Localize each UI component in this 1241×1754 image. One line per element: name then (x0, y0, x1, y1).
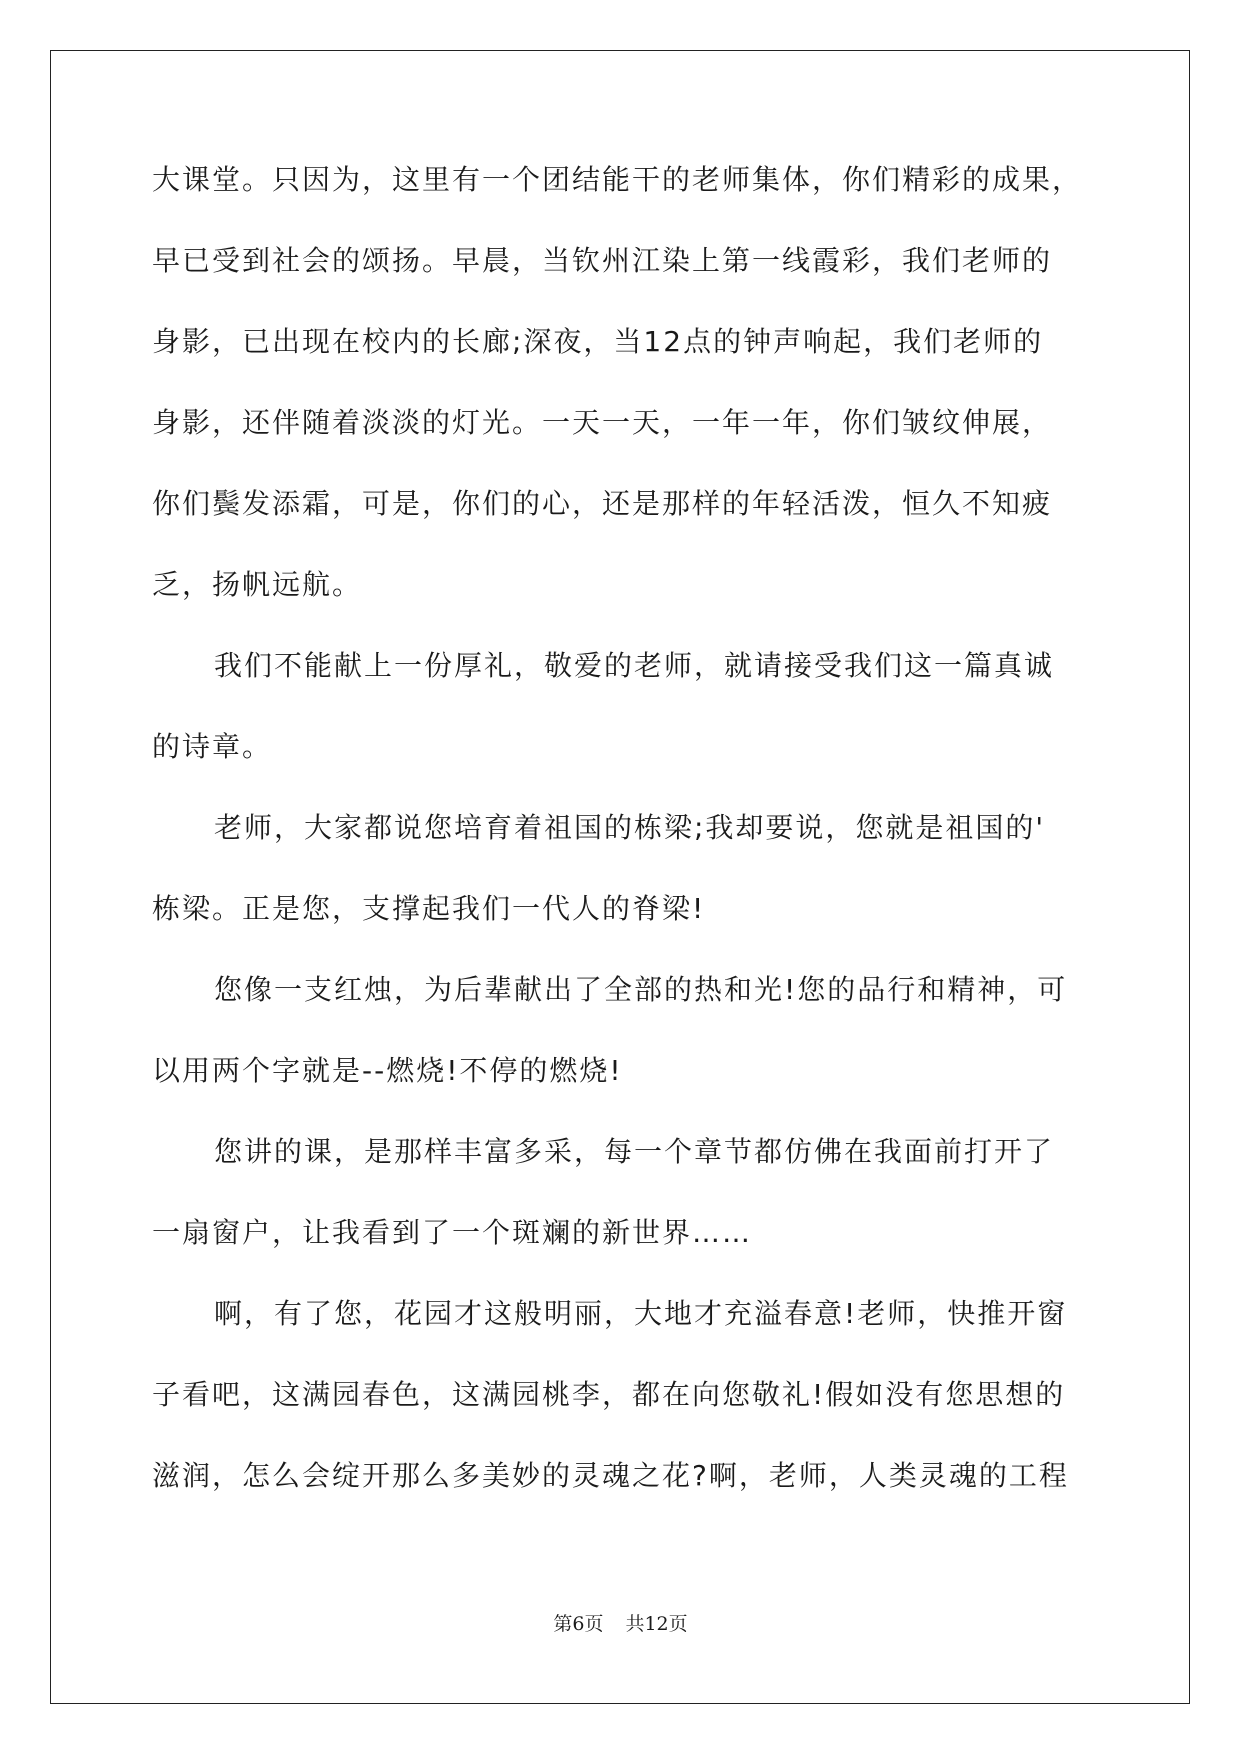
text-line: 您讲的课，是那样丰富多采，每一个章节都仿佛在我面前打开了 (214, 1135, 1055, 1168)
text-line: 你们鬓发添霜，可是，你们的心，还是那样的年轻活泼，恒久不知疲 (152, 487, 1053, 520)
text-line: 啊，有了您，花园才这般明丽，大地才充溢春意!老师，快推开窗 (214, 1297, 1068, 1330)
text-line: 子看吧，这满园春色，这满园桃李，都在向您敬礼!假如没有您思想的 (152, 1378, 1066, 1411)
text-line: 早已受到社会的颂扬。早晨，当钦州江染上第一线霞彩，我们老师的 (152, 244, 1053, 277)
page-footer (0, 1609, 1241, 1636)
text-line: 老师，大家都说您培育着祖国的栋梁;我却要说，您就是祖国的' (214, 811, 1046, 844)
text-line: 以用两个字就是--燃烧!不停的燃烧! (152, 1054, 623, 1087)
text-line: 栋梁。正是您，支撑起我们一代人的脊梁! (152, 892, 706, 925)
text-line: 我们不能献上一份厚礼，敬爱的老师，就请接受我们这一篇真诚 (214, 649, 1055, 682)
text-line: 滋润，怎么会绽开那么多美妙的灵魂之花?啊，老师，人类灵魂的工程 (152, 1459, 1069, 1492)
text-line: 一扇窗户，让我看到了一个斑斓的新世界…… (152, 1216, 753, 1249)
text-line: 身影，还伴随着淡淡的灯光。一天一天，一年一年，你们皱纹伸展， (152, 406, 1053, 439)
text-line: 身影，已出现在校内的长廊;深夜，当12点的钟声响起，我们老师的 (152, 325, 1044, 358)
text-line: 大课堂。只因为，这里有一个团结能干的老师集体，你们精彩的成果， (152, 163, 1083, 196)
text-line: 乏，扬帆远航。 (152, 568, 363, 601)
text-line: 的诗章。 (152, 730, 273, 763)
page-number: 第6页 (553, 1613, 604, 1635)
total-pages: 共12页 (625, 1613, 688, 1635)
text-line: 您像一支红烛，为后辈献出了全部的热和光!您的品行和精神，可 (214, 973, 1068, 1006)
document-body (152, 163, 1092, 1545)
